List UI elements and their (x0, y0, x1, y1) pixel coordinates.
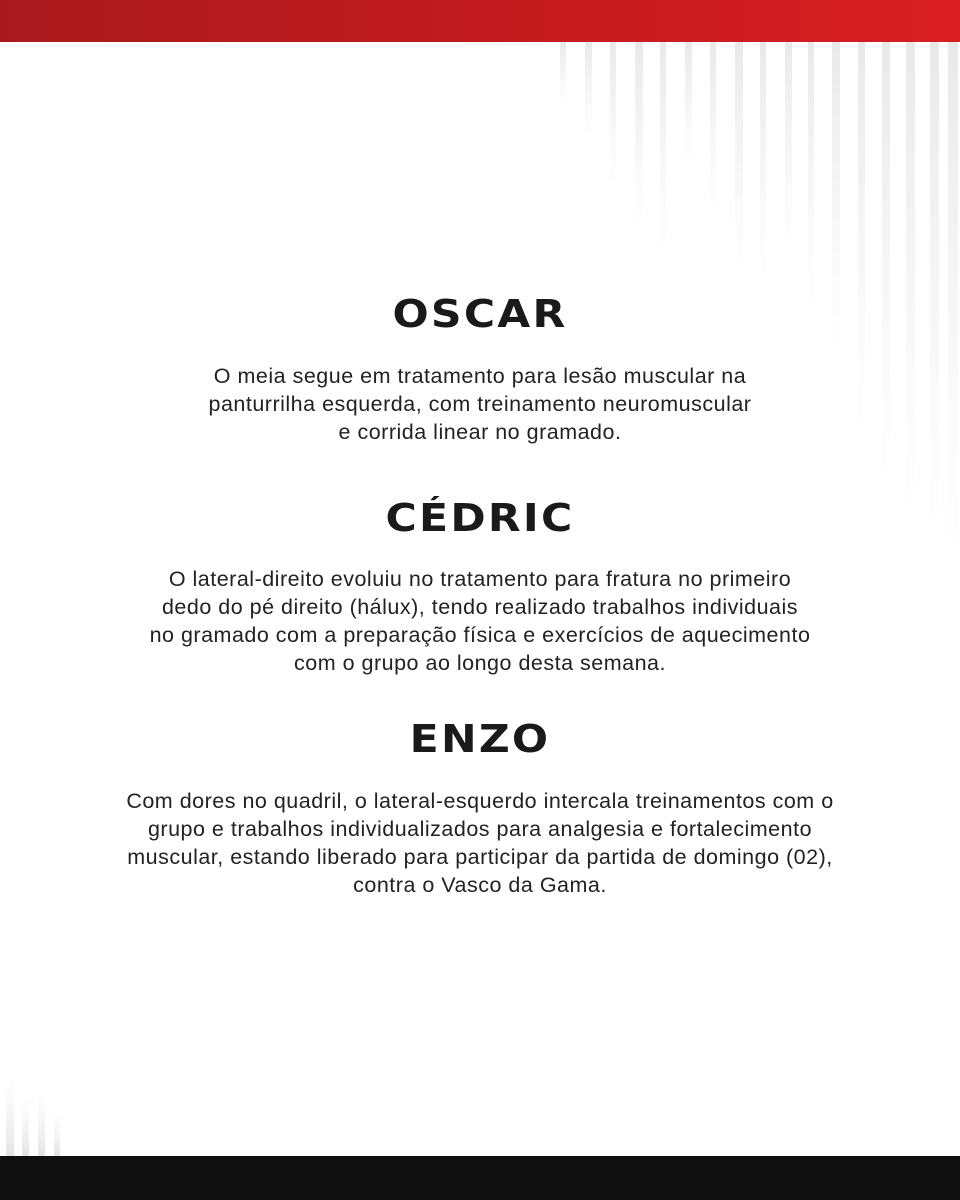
text-line: com o grupo ao longo desta semana. (294, 651, 666, 675)
section-title-enzo: ENZO (409, 717, 551, 761)
text-line: contra o Vasco da Gama. (353, 873, 607, 897)
section-text-cedric (40, 565, 920, 677)
section-text-enzo (40, 787, 920, 899)
top-accent-bar (0, 0, 960, 42)
text-line: dedo do pé direito (hálux), tendo realizado trabalhos individuais (161, 595, 799, 619)
text-line: grupo e trabalhos individualizados para analgesia e fortalecimento (147, 817, 813, 841)
bottom-bar (0, 1156, 960, 1200)
text-line: Com dores no quadril, o lateral-esquerdo intercala treinamentos com o (126, 789, 834, 813)
text-line: O lateral-direito evoluiu no tratamento para fratura no primeiro (168, 567, 792, 591)
text-line: O meia segue em tratamento para lesão muscular na (213, 364, 747, 388)
decorative-stripes-bottom-left (0, 1070, 80, 1156)
section-title-cedric: CÉDRIC (385, 496, 575, 540)
section-title-oscar: OSCAR (392, 292, 568, 336)
text-line: e corrida linear no gramado. (338, 420, 622, 444)
section-text-oscar (40, 362, 920, 446)
text-line: muscular, estando liberado para participar da partida de domingo (02), (127, 845, 833, 869)
text-line: panturrilha esquerda, com treinamento neuromuscular (208, 392, 752, 416)
text-line: no gramado com a preparação física e exercícios de aquecimento (149, 623, 811, 647)
